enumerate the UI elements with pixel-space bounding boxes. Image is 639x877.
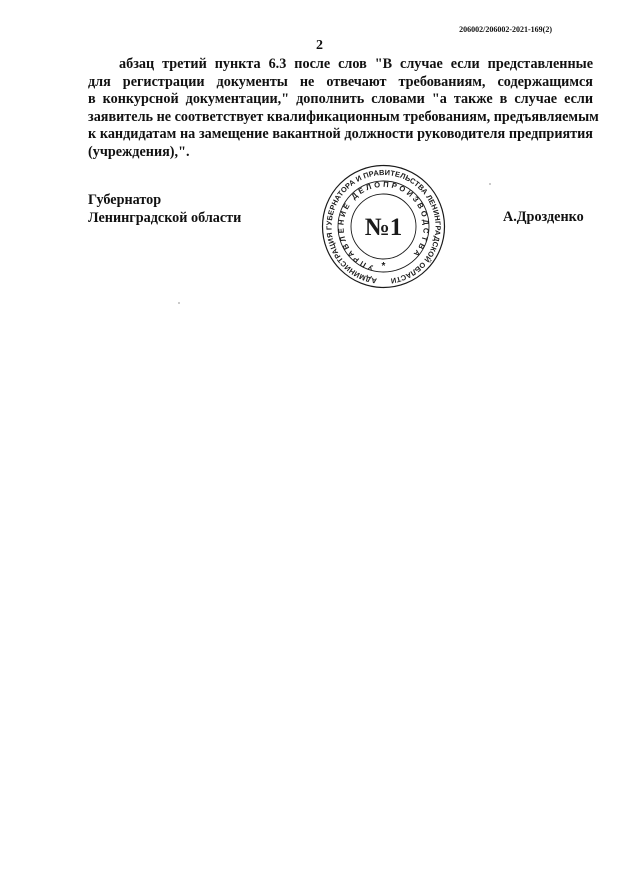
paragraph-line-5: к кандидатам на замещение вакантной должности руководителя предприятия: [88, 126, 593, 143]
seal-inner-text: УПРАВЛЕНИЕ ДЕЛОПРОИЗВОДСТВА: [336, 179, 431, 273]
signer-name: А.Дрозденко: [503, 209, 584, 225]
page-number: 2: [316, 38, 323, 53]
signer-title-line-1: Губернатор: [88, 192, 162, 208]
paragraph-line-6: (учреждения),".: [88, 143, 190, 160]
signer-title: [88, 191, 241, 227]
scan-speck: [178, 302, 180, 304]
signer-title-line-2: Ленинградской области: [88, 210, 242, 226]
scan-speck: [489, 183, 491, 185]
paragraph-line-3: в конкурсной документации," дополнить словами "а также в случае если: [88, 91, 593, 108]
seal-outer-text: АДМИНИСТРАЦИЯ ГУБЕРНАТОРА И ПРАВИТЕЛЬСТВА ЛЕНИНГРАДСКОЙ ОБЛАСТИ: [324, 167, 443, 286]
official-seal-stamp: [316, 163, 451, 290]
paragraph-line-4: заявитель не соответствует квалификационным требованиям, предъявляемым: [88, 108, 599, 125]
paragraph-line-2: для регистрации документы не отвечают требованиям, содержащимся: [88, 73, 593, 90]
paragraph-line-1: абзац третий пункта 6.3 после слов "В случае если представленные: [119, 56, 593, 72]
document-id: 206002/206002-2021-169(2): [459, 25, 552, 34]
amendment-paragraph: [88, 56, 599, 162]
seal-number: №1: [364, 214, 403, 241]
seal-star-icon: *: [381, 261, 386, 272]
